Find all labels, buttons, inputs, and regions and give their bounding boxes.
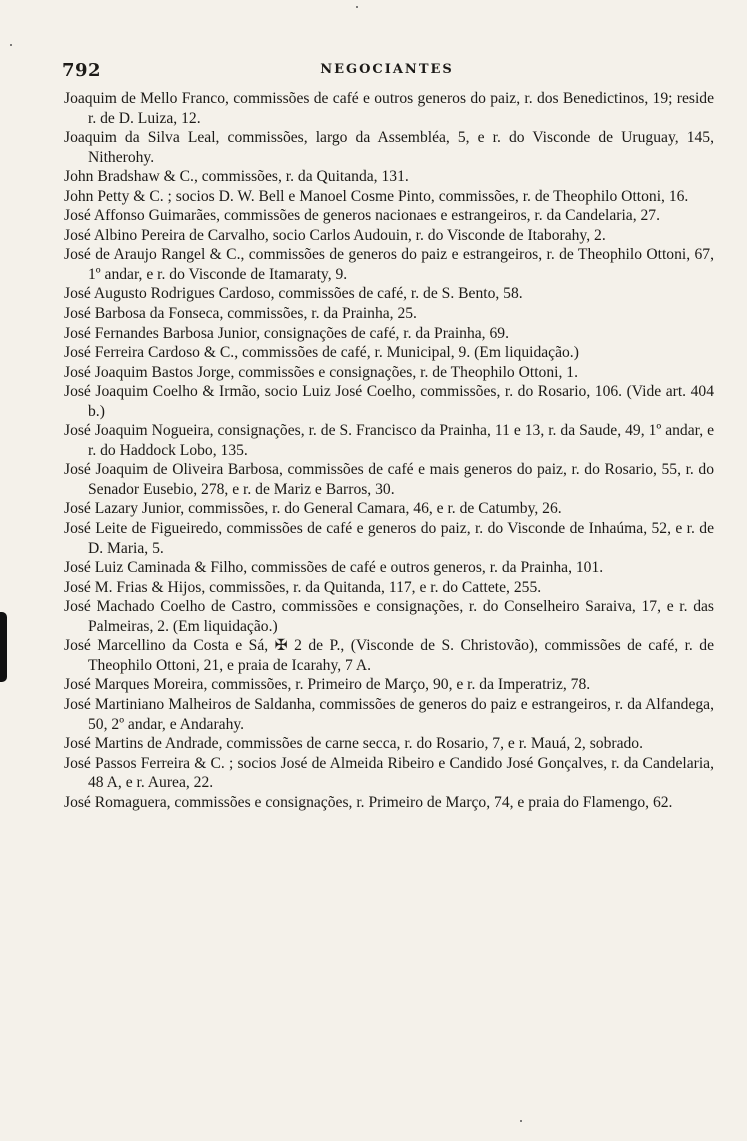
directory-entry: José Fernandes Barbosa Junior, consignações de café, r. da Prainha, 69.	[64, 324, 509, 342]
directory-entry: José Affonso Guimarães, commissões de generos nacionaes e estrangeiros, r. da Candelaria, 27.	[64, 207, 661, 225]
directory-entry: José Joaquim Bastos Jorge, commissões e consignações, r. de Theophilo Ottoni, 1.	[64, 363, 578, 381]
paper-speck	[520, 1120, 522, 1122]
directory-entry: José de Araujo Rangel & C., commissões de generos do paiz e estrangeiros, r. de Theophilo Ottoni, 67, 1º andar, e r. do Visconde de Itamaraty, 9.	[64, 246, 714, 283]
binding-shadow	[0, 612, 7, 682]
directory-entry: José Martiniano Malheiros de Saldanha, commissões de generos do paiz e estrangeiros, r. da Alfandega, 50, 2º andar, e Andarahy.	[64, 695, 714, 733]
directory-entry: José Joaquim de Oliveira Barbosa, commissões de café e mais generos do paiz, r. do Rosario, 55, r. do Senador Eusebio, 278, e r. de Mariz e Barros, 30.	[64, 461, 714, 498]
paper-speck	[356, 6, 358, 8]
page-number: 792	[62, 60, 102, 81]
directory-entry: Joaquim de Mello Franco, commissões de café e outros generos do paiz, r. dos Benedictinos, 19; reside r. de D. Luiza, 12.	[64, 90, 714, 127]
directory-entry: José Albino Pereira de Carvalho, socio Carlos Audouin, r. do Visconde de Itaborahy, 2.	[64, 226, 606, 244]
directory-entry: José Leite de Figueiredo, commissões de café e generos do paiz, r. do Visconde de Inhaúma, 52, e r. de D. Maria, 5.	[64, 520, 714, 557]
running-head: NEGOCIANTES	[320, 62, 454, 77]
directory-entry: José Barbosa da Fonseca, commissões, r. da Prainha, 25.	[64, 305, 417, 323]
directory-entry: José Luiz Caminada & Filho, commissões de café e outros generos, r. da Prainha, 101.	[64, 559, 604, 577]
directory-entry: José Machado Coelho de Castro, commissões e consignações, r. do Conselheiro Saraiva, 17, e r. das Palmeiras, 2. (Em liquidação.)	[64, 598, 714, 635]
directory-entries	[64, 89, 714, 812]
directory-entry: José Marques Moreira, commissões, r. Primeiro de Março, 90, e r. da Imperatriz, 78.	[64, 676, 591, 694]
directory-entry: José Lazary Junior, commissões, r. do General Camara, 46, e r. de Catumby, 26.	[64, 500, 562, 518]
directory-entry: José Martins de Andrade, commissões de carne secca, r. do Rosario, 7, e r. Mauá, 2, sobrado.	[64, 735, 643, 753]
directory-entry: José Joaquim Coelho & Irmão, socio Luiz José Coelho, commissões, r. do Rosario, 106. (Vide art. 404 b.)	[64, 383, 714, 420]
directory-entry: Joaquim da Silva Leal, commissões, largo da Assembléa, 5, e r. do Visconde de Uruguay, 145, Nitherohy.	[64, 129, 714, 166]
directory-entry: José Augusto Rodrigues Cardoso, commissões de café, r. de S. Bento, 58.	[64, 285, 523, 303]
page-header	[62, 60, 712, 84]
directory-entry: José M. Frias & Hijos, commissões, r. da Quitanda, 117, e r. do Cattete, 255.	[64, 578, 542, 596]
directory-entry: John Bradshaw & C., commissões, r. da Quitanda, 131.	[64, 168, 409, 186]
directory-entry: José Marcellino da Costa e Sá, ✠ 2 de P., (Visconde de S. Christovão), commissões de café, r. de Theophilo Ottoni, 21, e praia de Icarahy, 7 A.	[64, 637, 714, 674]
directory-entry: José Passos Ferreira & C. ; socios José de Almeida Ribeiro e Candido José Gonçalves, r. da Candelaria, 48 A, e r. Aurea, 22.	[64, 754, 714, 792]
directory-entry: José Joaquim Nogueira, consignações, r. de S. Francisco da Prainha, 11 e 13, r. da Saude, 49, 1º andar, e r. do Haddock Lobo, 135.	[64, 422, 714, 459]
directory-entry: John Petty & C. ; socios D. W. Bell e Manoel Cosme Pinto, commissões, r. de Theophilo Ottoni, 16.	[64, 187, 689, 205]
directory-entry: José Ferreira Cardoso & C., commissões de café, r. Municipal, 9. (Em liquidação.)	[64, 344, 579, 362]
directory-entry: José Romaguera, commissões e consignações, r. Primeiro de Março, 74, e praia do Flamengo, 62.	[64, 793, 673, 811]
paper-speck	[10, 44, 12, 46]
